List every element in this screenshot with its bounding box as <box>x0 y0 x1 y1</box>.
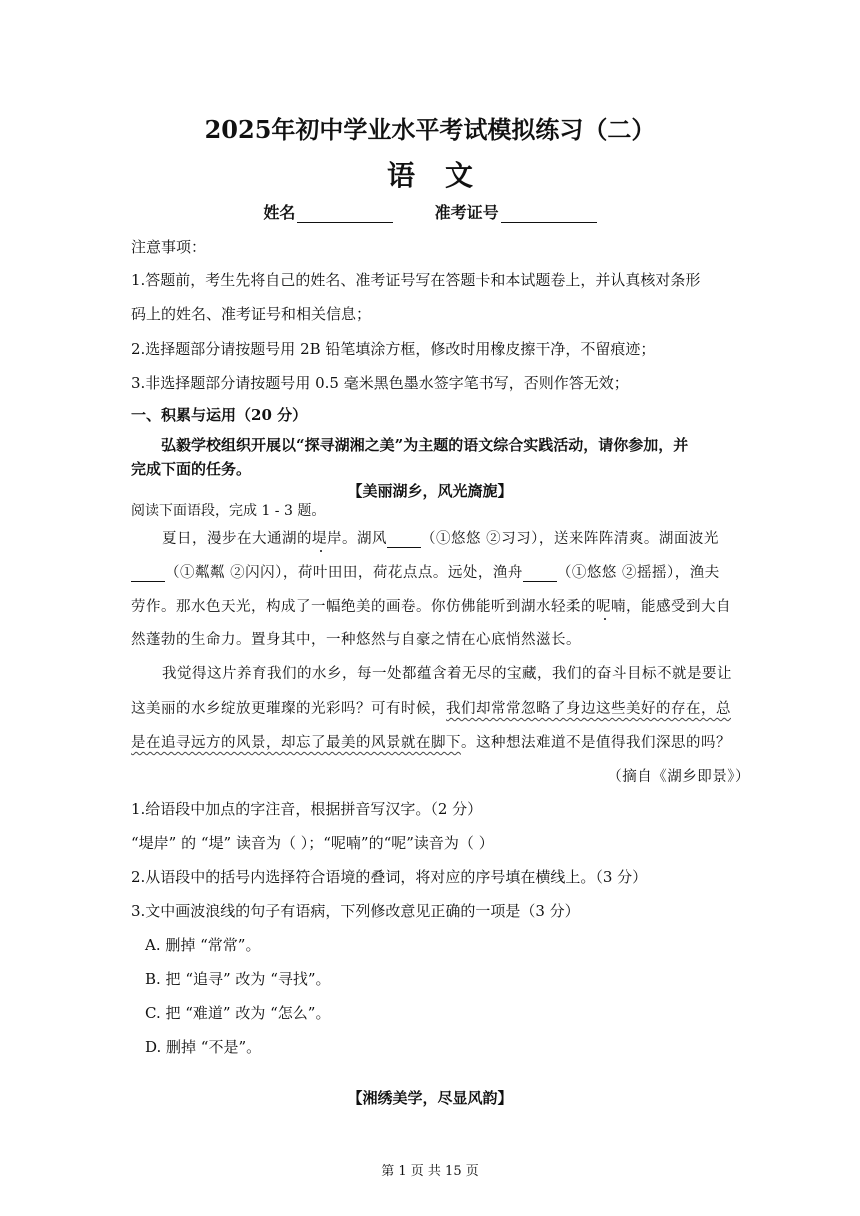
question-3: 3.文中画波浪线的句子有语病，下列修改意见正确的一项是（3 分） <box>131 902 580 920</box>
notice-item-2: 2.选择题部分请按题号用 2B 铅笔填涂方框，修改时用橡皮擦干净，不留痕迹； <box>131 340 656 358</box>
section-1-intro-line-2: 完成下面的任务。 <box>131 460 252 478</box>
question-2: 2.从语段中的括号内选择符合语境的叠词，将对应的序号填在横线上。（3 分） <box>131 868 648 886</box>
wavy-underlined-sentence-part-2: 是在追寻远方的风景，却忘了最美的风景就在脚下 <box>131 735 461 751</box>
subject-title: 语文 <box>386 159 503 192</box>
passage-source: （摘自《湖乡即景》） <box>607 769 750 785</box>
passage-p2-line-1: 我觉得这片养育我们的水乡，每一处都蕴含着无尽的宝藏，我们的奋斗目标不就是要让 <box>162 666 732 682</box>
name-blank <box>297 206 393 223</box>
text-segment: 这美丽的水乡绽放更璀璨的光彩吗？可有时候， <box>131 701 446 717</box>
subsection-heading-1: 【美丽湖乡，风光旖旎】 <box>347 482 513 500</box>
section-1-heading: 一、积累与运用（20 分） <box>131 406 308 424</box>
option-c: C. 把 “难道” 改为 “怎么”。 <box>145 1004 331 1022</box>
fill-blank-2 <box>131 567 165 582</box>
reading-instruction: 阅读下面语段，完成 1 - 3 题。 <box>131 503 326 519</box>
subsection-heading-2: 【湘绣美学，尽显风韵】 <box>347 1089 513 1107</box>
passage-p2-line-2 <box>131 697 731 718</box>
page-footer: 第 1 页 共 15 页 <box>381 1164 479 1179</box>
passage-p1-line-1 <box>162 527 719 548</box>
fill-blank-3 <box>523 567 557 582</box>
option-b: B. 把 “追寻” 改为 “寻找”。 <box>145 970 331 988</box>
notice-item-1-line-2: 码上的姓名、准考证号和相关信息； <box>131 305 372 323</box>
passage-p2-line-3 <box>131 731 731 752</box>
passage-p1-line-2 <box>131 561 720 582</box>
text-segment: 喃，能感受到大自 <box>611 599 731 615</box>
exam-id-label: 准考证号 <box>434 203 499 222</box>
text-segment: （①悠悠 ②摇摇），渔夫 <box>556 565 720 581</box>
dotted-char-di: 堤 <box>312 531 327 547</box>
notice-heading: 注意事项： <box>131 238 207 256</box>
exam-title: 2025年初中学业水平考试模拟练习（二） <box>204 115 656 144</box>
question-1-detail: “堤岸” 的 “堤” 读音为（ ）；“呢喃”的“呢”读音为（ ） <box>131 834 494 852</box>
option-d: D. 删掉 “不是”。 <box>145 1038 262 1056</box>
fill-blank-1 <box>387 533 421 548</box>
text-segment: 。这种想法难道不是值得我们深思的吗？ <box>461 735 731 751</box>
candidate-info-line <box>0 200 860 223</box>
question-1: 1.给语段中加点的字注音，根据拼音写汉字。（2 分） <box>131 800 483 818</box>
name-label: 姓名 <box>263 203 296 222</box>
section-1-intro-line-1: 弘毅学校组织开展以“探寻湖湘之美”为主题的语文综合实践活动，请你参加，并 <box>161 436 689 454</box>
text-segment: 岸。湖风 <box>327 531 387 547</box>
option-a: A. 删掉 “常常”。 <box>145 936 261 954</box>
exam-id-blank <box>501 206 597 223</box>
text-segment: 劳作。那水色天光，构成了一幅绝美的画卷。你仿佛能听到湖水轻柔的 <box>131 599 596 615</box>
text-segment: 夏日，漫步在大通湖的 <box>162 531 312 547</box>
text-segment: （①悠悠 ②习习），送来阵阵清爽。湖面波光 <box>421 531 719 547</box>
wavy-underlined-sentence-part-1: 我们却常常忽略了身边这些美好的存在，总 <box>446 701 731 717</box>
notice-item-1-line-1: 1.答题前，考生先将自己的姓名、准考证号写在答题卡和本试题卷上，并认真核对条形 <box>131 271 701 289</box>
notice-item-3: 3.非选择题部分请按题号用 0.5 毫米黑色墨水签字笔书写，否则作答无效； <box>131 374 629 392</box>
text-segment: （①粼粼 ②闪闪），荷叶田田，荷花点点。远处，渔舟 <box>165 565 523 581</box>
dotted-char-ni: 呢 <box>596 599 611 615</box>
passage-p1-line-4: 然蓬勃的生命力。置身其中，一种悠然与自豪之情在心底悄然滋长。 <box>131 632 581 648</box>
passage-p1-line-3 <box>131 595 731 616</box>
